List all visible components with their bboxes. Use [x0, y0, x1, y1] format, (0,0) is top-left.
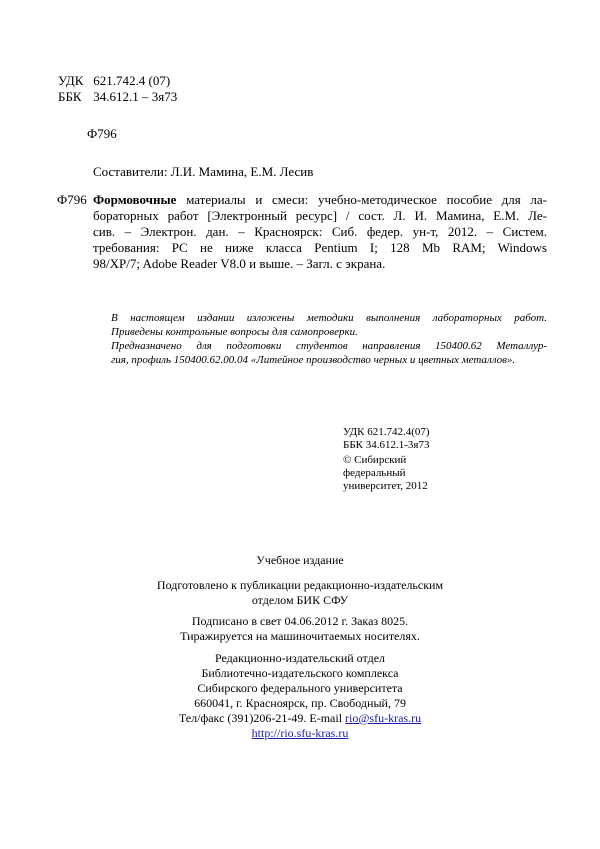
entry-line: бораторных работ [Электронный ресурс] / сост. Л. И. Мамина, Е.М. Ле-	[93, 208, 547, 223]
author-code: Ф796	[87, 126, 117, 141]
entry-title: Формовочные	[93, 192, 177, 207]
udk-right: УДК 621.742.4(07)	[343, 426, 430, 438]
udk-label: УДК	[58, 73, 84, 88]
annotation-line: Предназначено для подготовки студентов направления 150400.62 Металлур-	[111, 340, 547, 352]
prepared-block	[0, 578, 600, 608]
entry-line: требования: PC не ниже класса Pentium I; 128 Mb RAM; Windows	[93, 240, 547, 255]
publisher-line: Редакционно-издательский отдел	[214, 651, 386, 665]
prepared-line: отделом БИК СФУ	[251, 593, 349, 607]
contact-line	[0, 711, 600, 726]
annotation-line: Приведены контрольные вопросы для самопроверки.	[111, 326, 358, 338]
copyright-line: федеральный	[343, 467, 406, 479]
copyright-line: университет, 2012	[343, 480, 428, 492]
bbk-label: ББК	[58, 89, 82, 104]
entry-line	[93, 192, 547, 208]
compilers-line: Составители: Л.И. Мамина, Е.М. Лесив	[93, 164, 314, 179]
entry-code: Ф796	[57, 192, 87, 207]
website-link[interactable]: http://rio.sfu-kras.ru	[251, 726, 349, 740]
publisher-block	[0, 651, 600, 741]
annotation-line: В настоящем издании изложены методики выполнения лабораторных работ.	[111, 312, 547, 324]
annotation	[111, 312, 547, 368]
prepared-line: Подготовлено к публикации редакционно-издательским	[156, 578, 444, 592]
publisher-line: Библиотечно-издательского комплекса	[201, 666, 399, 680]
edition-type: Учебное издание	[256, 553, 344, 567]
annotation-line: гия, профиль 150400.62.00.04 «Литейное производство черных и цветных металлов».	[111, 354, 516, 366]
bbk-right: ББК 34.612.1-3я73	[343, 439, 430, 451]
signed-block	[0, 614, 600, 644]
udk-row	[58, 73, 177, 89]
publisher-line: Сибирского федерального университета	[197, 681, 403, 695]
signed-line: Подписано в свет 04.06.2012 г. Заказ 8025.	[191, 614, 409, 628]
spacer	[343, 441, 428, 454]
publisher-line: 660041, г. Красноярск, пр. Свободный, 79	[194, 696, 406, 710]
classification-header	[58, 73, 177, 105]
bbk-row	[58, 89, 177, 105]
entry-body	[93, 192, 547, 272]
website-line	[0, 726, 600, 741]
bbk-value: 34.612.1 – 3я73	[93, 89, 178, 104]
entry-line: 98/XP/7; Adobe Reader V8.0 и выше. – Загл. с экрана.	[93, 256, 386, 271]
entry-line-1-text: материалы и смеси: учебно-методическое пособие для ла-	[186, 192, 547, 207]
contact-prefix: Тел/факс (391)206-21-49. E-mail	[178, 711, 346, 725]
entry-line: сив. – Электрон. дан. – Красноярск: Сиб. федер. ун-т, 2012. – Систем.	[93, 224, 547, 239]
copyright-block	[343, 441, 428, 493]
email-link[interactable]: rio@sfu-kras.ru	[345, 711, 422, 725]
signed-line: Тиражируется на машиночитаемых носителях.	[180, 629, 420, 643]
copyright-line: © Сибирский	[343, 454, 407, 466]
udk-value: 621.742.4 (07)	[93, 73, 171, 88]
